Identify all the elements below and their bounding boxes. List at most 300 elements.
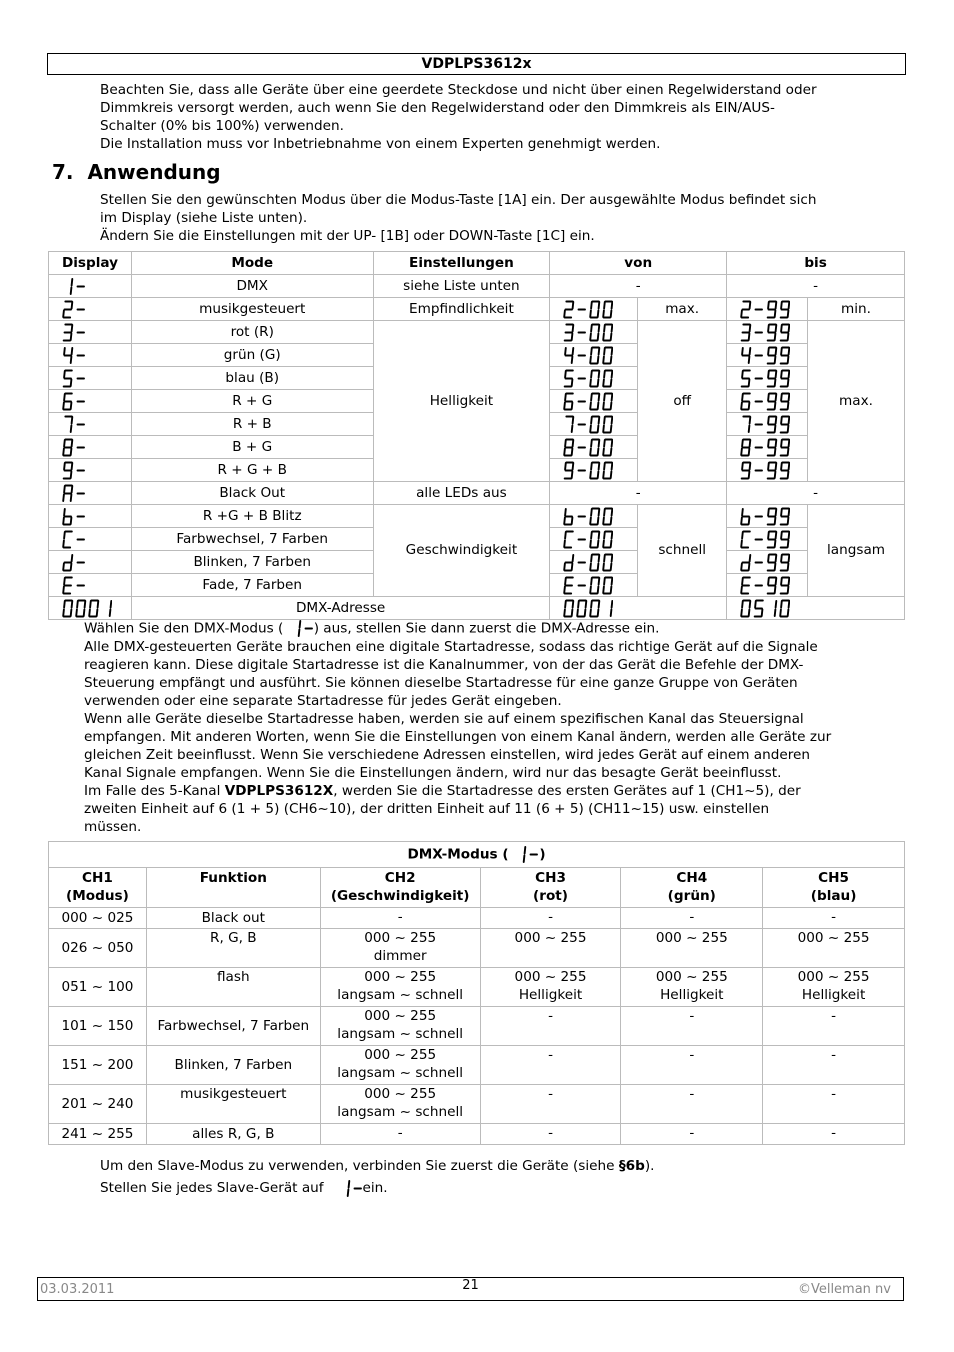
segment-stroke xyxy=(611,356,612,363)
dmx-value: - xyxy=(689,1086,695,1102)
segment-value xyxy=(727,597,905,620)
segment-stroke xyxy=(742,578,743,585)
section-line: im Display (siehe Liste unten). xyxy=(100,210,308,226)
segment-stroke xyxy=(750,601,751,608)
segment-stroke xyxy=(64,440,65,447)
segment-stroke xyxy=(599,325,600,332)
dmx-value: - xyxy=(397,909,403,925)
segment-stroke xyxy=(741,563,742,570)
segment-stroke xyxy=(598,379,599,386)
dmx-ch2 xyxy=(320,1007,480,1046)
seven-segment-display xyxy=(60,277,86,296)
segment-stroke xyxy=(72,417,73,424)
segment-stroke xyxy=(591,310,592,317)
segment-stroke xyxy=(598,402,599,409)
segment-stroke xyxy=(768,325,769,332)
dmx-header-l2: (blau) xyxy=(810,888,857,904)
segment-stroke xyxy=(611,310,612,317)
segment-stroke xyxy=(776,302,777,309)
segment-stroke xyxy=(76,609,77,616)
segment-stroke xyxy=(604,325,605,332)
segment-stroke xyxy=(591,448,592,455)
dmx-ch3 xyxy=(480,968,621,1007)
dmx-line-part: ) aus, stellen Sie dann zuerst die DMX-Adresse ein. xyxy=(313,620,660,637)
seven-segment-display xyxy=(738,369,790,388)
seven-segment-display xyxy=(60,576,86,595)
segment-stroke xyxy=(611,448,612,455)
segment-stroke xyxy=(741,609,742,616)
section-heading xyxy=(52,160,221,184)
segment-stroke xyxy=(591,586,592,593)
segment-stroke xyxy=(578,609,579,616)
mode-name: DMX-Adresse xyxy=(131,597,549,620)
segment-stroke xyxy=(781,555,782,562)
segment-stroke xyxy=(611,471,612,478)
segment-stroke xyxy=(612,417,613,424)
mode-name: B + G xyxy=(131,436,373,459)
display-code xyxy=(49,574,132,597)
segment-stroke xyxy=(776,348,777,355)
segment-stroke xyxy=(775,540,776,547)
header-einstellungen: Einstellungen xyxy=(373,252,550,275)
section-reference: §6b xyxy=(618,1158,645,1174)
segment-stroke xyxy=(768,440,769,447)
segment-stroke xyxy=(612,394,613,401)
segment-stroke xyxy=(781,417,782,424)
dmx-ch5 xyxy=(763,968,905,1007)
segment-stroke xyxy=(64,532,65,539)
segment-stroke xyxy=(591,440,592,447)
segment-stroke xyxy=(598,540,599,547)
segment-stroke xyxy=(742,371,743,378)
segment-stroke xyxy=(63,494,64,501)
segment-stroke xyxy=(64,371,65,378)
segment-stroke xyxy=(599,371,600,378)
segment-stroke xyxy=(85,601,86,608)
segment-stroke xyxy=(789,417,790,424)
segment-stroke xyxy=(741,310,742,317)
segment-stroke xyxy=(586,601,587,608)
footer-date: 03.03.2011 xyxy=(40,1282,115,1297)
seven-segment-display xyxy=(738,415,790,434)
mode-setting: siehe Liste unten xyxy=(373,275,550,298)
mode-bis: - xyxy=(727,482,905,505)
segment-stroke xyxy=(599,555,600,562)
segment-stroke xyxy=(612,348,613,355)
segment-stroke xyxy=(762,609,763,616)
mode-von: off xyxy=(638,321,727,482)
segment-stroke xyxy=(781,463,782,470)
dmx-line: Alle DMX-gesteuerten Geräte brauchen eine digitale Startadresse, sodass das richtige Gerät auf die Signale xyxy=(84,639,818,655)
segment-stroke xyxy=(72,440,73,447)
dmx-ch1: 051 ~ 100 xyxy=(49,968,147,1007)
segment-stroke xyxy=(71,448,72,455)
segment-stroke xyxy=(750,348,751,355)
segment-stroke xyxy=(611,333,612,340)
segment-stroke xyxy=(789,463,790,470)
segment-stroke xyxy=(781,601,782,608)
segment-stroke xyxy=(591,609,592,616)
segment-stroke xyxy=(775,425,776,432)
dmx-title-part: ) xyxy=(539,846,546,863)
dmx-ch5 xyxy=(763,1046,905,1085)
dmx-note: Helligkeit xyxy=(660,987,724,1003)
segment-stroke xyxy=(565,310,566,317)
segment-stroke xyxy=(71,517,72,524)
seven-segment-display xyxy=(738,507,790,526)
mode-name: Black Out xyxy=(131,482,373,505)
segment-value xyxy=(727,298,808,321)
seven-segment-display xyxy=(561,392,613,411)
mode-von: max. xyxy=(638,298,727,321)
dmx-ch1: 000 ~ 025 xyxy=(49,908,147,929)
mode-name: R + G + B xyxy=(131,459,373,482)
dmx-ch5 xyxy=(763,1007,905,1046)
dmx-header-cell xyxy=(49,868,147,908)
segment-stroke xyxy=(612,578,613,585)
mode-name: Fade, 7 Farben xyxy=(131,574,373,597)
segment-value xyxy=(727,367,808,390)
dmx-line: verwenden oder eine separate Startadresse für jedes Gerät eingeben. xyxy=(84,693,562,709)
segment-stroke xyxy=(63,540,64,547)
segment-stroke xyxy=(72,555,73,562)
mode-table xyxy=(48,251,905,620)
segment-value xyxy=(727,459,808,482)
seven-segment-display xyxy=(60,461,86,480)
dmx-ch5 xyxy=(763,908,905,929)
dmx-value: - xyxy=(689,909,695,925)
segment-value xyxy=(550,413,638,436)
seven-segment-display xyxy=(60,599,112,618)
segment-stroke xyxy=(573,555,574,562)
segment-stroke xyxy=(776,417,777,424)
dmx-ch4 xyxy=(621,968,763,1007)
segment-stroke xyxy=(599,578,600,585)
segment-stroke xyxy=(604,471,605,478)
segment-stroke xyxy=(63,402,64,409)
dmx-header-cell xyxy=(146,868,320,908)
segment-stroke xyxy=(604,417,605,424)
section-title: Anwendung xyxy=(87,160,221,184)
segment-stroke xyxy=(611,609,612,616)
segment-stroke xyxy=(591,578,592,585)
segment-stroke xyxy=(604,302,605,309)
mode-name: musikgesteuert xyxy=(131,298,373,321)
segment-stroke xyxy=(750,463,751,470)
segment-stroke xyxy=(742,394,743,401)
mode-name: Blinken, 7 Farben xyxy=(131,551,373,574)
segment-stroke xyxy=(612,371,613,378)
segment-stroke xyxy=(591,532,592,539)
segment-stroke xyxy=(612,509,613,516)
display-1-icon xyxy=(288,621,314,637)
seven-segment-display xyxy=(561,507,613,526)
segment-stroke xyxy=(775,310,776,317)
segment-stroke xyxy=(598,425,599,432)
segment-value xyxy=(727,413,808,436)
segment-stroke xyxy=(611,586,612,593)
segment-stroke xyxy=(781,302,782,309)
dmx-line xyxy=(84,619,831,638)
segment-stroke xyxy=(768,578,769,585)
segment-stroke xyxy=(781,578,782,585)
segment-stroke xyxy=(768,463,769,470)
segment-stroke xyxy=(788,379,789,386)
seven-segment-display xyxy=(60,300,86,319)
mode-name: R + G xyxy=(131,390,373,413)
segment-stroke xyxy=(749,471,750,478)
dmx-ch1: 026 ~ 050 xyxy=(49,929,147,968)
segment-stroke xyxy=(71,609,72,616)
segment-stroke xyxy=(598,586,599,593)
segment-stroke xyxy=(611,517,612,524)
segment-stroke xyxy=(565,601,566,608)
segment-stroke xyxy=(348,1181,349,1188)
dmx-header-l1: CH5 xyxy=(818,870,849,886)
segment-stroke xyxy=(781,348,782,355)
segment-stroke xyxy=(64,394,65,401)
dmx-value: - xyxy=(831,1047,837,1063)
segment-stroke xyxy=(749,379,750,386)
segment-stroke xyxy=(599,463,600,470)
segment-value xyxy=(550,344,638,367)
segment-stroke xyxy=(776,463,777,470)
segment-stroke xyxy=(789,555,790,562)
segment-stroke xyxy=(573,601,574,608)
header-bis: bis xyxy=(727,252,905,275)
seven-segment-display xyxy=(561,530,613,549)
dmx-ch4 xyxy=(621,1046,763,1085)
segment-value xyxy=(727,505,808,528)
header-display: Display xyxy=(49,252,132,275)
dmx-header-l1: CH3 xyxy=(535,870,566,886)
segment-stroke xyxy=(775,471,776,478)
display-code xyxy=(49,482,132,505)
section-line: Stellen Sie den gewünschten Modus über die Modus-Taste [1A] ein. Der ausgewählte Modus befindet sich xyxy=(100,192,817,208)
slave-line xyxy=(100,1155,654,1177)
segment-stroke xyxy=(741,402,742,409)
segment-stroke xyxy=(749,402,750,409)
segment-stroke xyxy=(788,356,789,363)
segment-stroke xyxy=(71,356,72,363)
header-von: von xyxy=(550,252,727,275)
dmx-title-part: DMX-Modus ( xyxy=(407,846,509,863)
dmx-ch2 xyxy=(320,929,480,968)
dmx-ch2 xyxy=(320,968,480,1007)
dmx-ch1: 101 ~ 150 xyxy=(49,1007,147,1046)
display-code xyxy=(49,275,132,298)
segment-stroke xyxy=(750,417,751,424)
segment-stroke xyxy=(776,325,777,332)
dmx-value: - xyxy=(831,1008,837,1024)
segment-stroke xyxy=(598,609,599,616)
slave-line-part: Stellen Sie jedes Slave-Gerät auf xyxy=(100,1180,324,1196)
segment-stroke xyxy=(64,509,65,516)
segment-stroke xyxy=(572,471,573,478)
segment-value xyxy=(727,390,808,413)
segment-stroke xyxy=(612,325,613,332)
display-code xyxy=(49,344,132,367)
segment-stroke xyxy=(789,394,790,401)
mode-row xyxy=(49,597,905,620)
segment-stroke xyxy=(776,601,777,608)
dmx-note: langsam ~ schnell xyxy=(337,1104,464,1120)
segment-stroke xyxy=(71,425,72,432)
mode-row xyxy=(49,321,905,344)
seven-segment-display xyxy=(60,323,86,342)
segment-stroke xyxy=(776,440,777,447)
segment-value xyxy=(727,551,808,574)
mode-name: DMX xyxy=(131,275,373,298)
seven-segment-display xyxy=(60,438,86,457)
segment-stroke xyxy=(299,621,300,628)
section-line: Ändern Sie die Einstellungen mit der UP- [1B] oder DOWN-Taste [1C] ein. xyxy=(100,228,595,244)
seven-segment-display xyxy=(60,369,86,388)
header-mode: Mode xyxy=(131,252,373,275)
segment-stroke xyxy=(599,348,600,355)
dmx-value: - xyxy=(548,1008,553,1024)
segment-stroke xyxy=(585,609,586,616)
segment-stroke xyxy=(604,348,605,355)
segment-value xyxy=(550,298,638,321)
segment-stroke xyxy=(573,417,574,424)
segment-stroke xyxy=(599,394,600,401)
mode-von: - xyxy=(550,275,727,298)
dmx-header-l1: Funktion xyxy=(199,870,267,886)
segment-stroke xyxy=(591,555,592,562)
display-code xyxy=(49,551,132,574)
section-paragraph xyxy=(100,191,817,245)
dmx-row xyxy=(49,929,905,968)
dmx-ch2 xyxy=(320,908,480,929)
segment-stroke xyxy=(71,563,72,570)
segment-stroke xyxy=(591,348,592,355)
segment-stroke xyxy=(347,1189,348,1196)
mode-name: blau (B) xyxy=(131,367,373,390)
segment-value xyxy=(550,597,727,620)
dmx-header-l1: CH4 xyxy=(676,870,708,886)
segment-stroke xyxy=(63,586,64,593)
seven-segment-display xyxy=(738,530,790,549)
segment-stroke xyxy=(604,463,605,470)
segment-stroke xyxy=(565,532,566,539)
segment-stroke xyxy=(604,425,605,432)
mode-name: rot (R) xyxy=(131,321,373,344)
dmx-row xyxy=(49,1046,905,1085)
segment-stroke xyxy=(741,517,742,524)
display-code xyxy=(49,505,132,528)
segment-stroke xyxy=(611,425,612,432)
mode-bis: max. xyxy=(808,321,905,482)
segment-stroke xyxy=(572,563,573,570)
dmx-value: - xyxy=(689,1125,695,1141)
segment-stroke xyxy=(788,540,789,547)
segment-stroke xyxy=(599,302,600,309)
mode-row xyxy=(49,505,905,528)
segment-value xyxy=(550,436,638,459)
segment-stroke xyxy=(741,448,742,455)
slave-line-part: ). xyxy=(644,1158,655,1174)
dmx-ch4 xyxy=(621,929,763,968)
mode-setting: Empfindlichkeit xyxy=(373,298,550,321)
segment-stroke xyxy=(742,532,743,539)
segment-stroke xyxy=(598,333,599,340)
segment-stroke xyxy=(599,532,600,539)
seven-segment-display xyxy=(738,599,790,618)
segment-stroke xyxy=(72,302,73,309)
seven-segment-display xyxy=(561,599,613,618)
display-code xyxy=(49,597,132,620)
segment-stroke xyxy=(591,509,592,516)
segment-stroke xyxy=(781,325,782,332)
segment-stroke xyxy=(775,356,776,363)
dmx-row xyxy=(49,908,905,929)
segment-stroke xyxy=(591,517,592,524)
segment-stroke xyxy=(775,517,776,524)
segment-stroke xyxy=(572,448,573,455)
segment-stroke xyxy=(565,509,566,516)
segment-stroke xyxy=(565,371,566,378)
dmx-note: langsam ~ schnell xyxy=(337,1026,464,1042)
segment-stroke xyxy=(573,463,574,470)
seven-segment-display xyxy=(60,346,86,365)
intro-line: Schalter (0% bis 100%) verwenden. xyxy=(100,118,344,134)
display-code xyxy=(49,321,132,344)
segment-stroke xyxy=(781,371,782,378)
dmx-function: Black out xyxy=(146,908,320,929)
mode-row xyxy=(49,298,905,321)
segment-stroke xyxy=(64,486,65,493)
dmx-row xyxy=(49,1007,905,1046)
segment-stroke xyxy=(298,630,299,637)
segment-stroke xyxy=(604,578,605,585)
mode-name: R + B xyxy=(131,413,373,436)
mode-setting: Geschwindigkeit xyxy=(373,505,550,597)
segment-stroke xyxy=(741,540,742,547)
section-number: 7. xyxy=(52,160,74,184)
dmx-table-header xyxy=(49,868,905,908)
dmx-header-l2: (Modus) xyxy=(66,888,129,904)
segment-stroke xyxy=(788,333,789,340)
dmx-value: 000 ~ 255 xyxy=(655,969,728,985)
display-code xyxy=(49,367,132,390)
segment-stroke xyxy=(750,440,751,447)
segment-stroke xyxy=(64,578,65,585)
segment-stroke xyxy=(788,448,789,455)
display-code xyxy=(49,528,132,551)
seven-segment-display xyxy=(738,553,790,572)
seven-segment-display xyxy=(738,346,790,365)
segment-stroke xyxy=(612,532,613,539)
segment-stroke xyxy=(749,333,750,340)
segment-stroke xyxy=(71,379,72,386)
mode-von: schnell xyxy=(638,505,727,597)
mode-setting: alle LEDs aus xyxy=(373,482,550,505)
segment-stroke xyxy=(89,609,90,616)
segment-stroke xyxy=(565,540,566,547)
product-name: VDPLPS3612X xyxy=(224,783,334,799)
dmx-value: - xyxy=(548,909,553,925)
segment-stroke xyxy=(768,509,769,516)
segment-stroke xyxy=(775,402,776,409)
dmx-line-part: , werden Sie die Startadresse des ersten Gerätes auf 1 (CH1~5), der xyxy=(333,783,801,799)
segment-stroke xyxy=(749,609,750,616)
dmx-line: Kanal Signale empfangen. Wenn Sie die Einstellungen ändern, wird nur das besagte Gerät beeinflusst. xyxy=(84,765,782,781)
segment-stroke xyxy=(72,348,73,355)
dmx-ch1: 241 ~ 255 xyxy=(49,1124,147,1145)
segment-value xyxy=(727,528,808,551)
display-1-icon xyxy=(337,1180,363,1196)
